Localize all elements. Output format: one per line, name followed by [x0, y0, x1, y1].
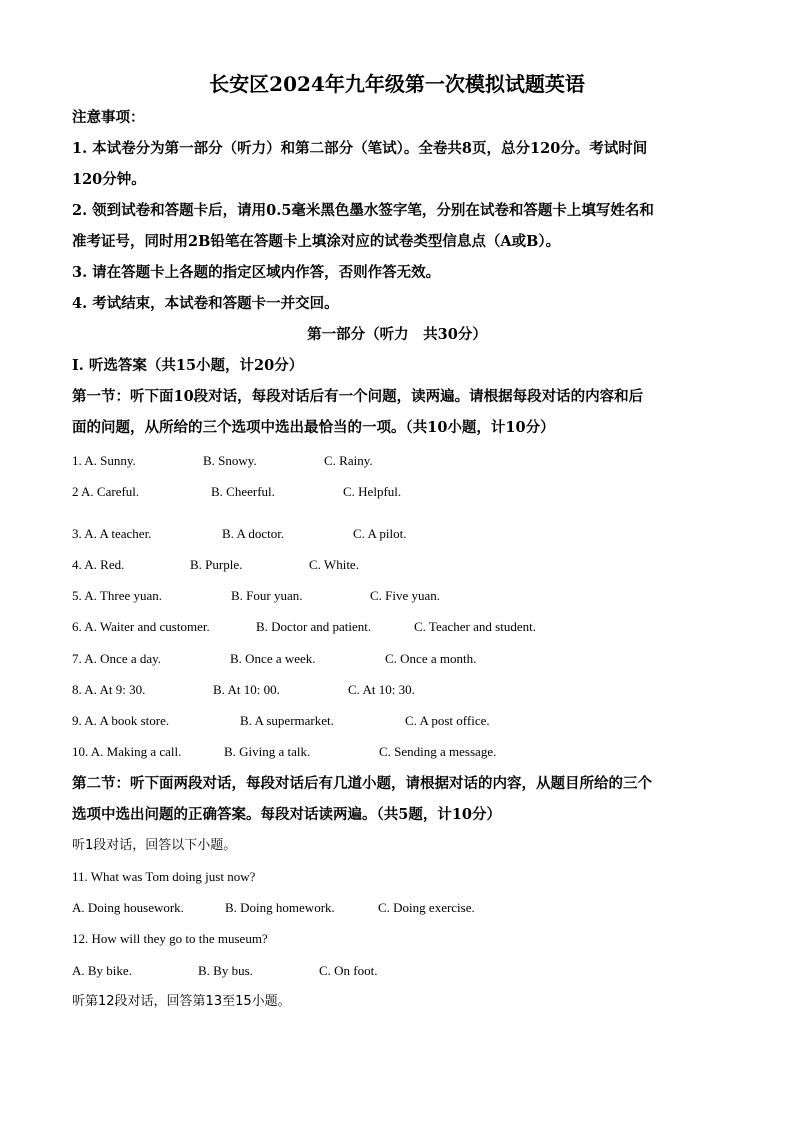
question-10-option-c: C. Sending a message.	[379, 744, 497, 759]
question-7-option-a: 7. A. Once a day.	[72, 651, 162, 666]
question-6-option-b: B. Doctor and patient.	[256, 619, 372, 634]
question-11-stem: 11. What was Tom doing just now?	[72, 869, 256, 884]
question-6-option-c: C. Teacher and student.	[414, 619, 536, 634]
question-7-option-c: C. Once a month.	[385, 651, 477, 666]
question-10-option-a: 10. A. Making a call.	[72, 744, 182, 759]
question-3-option-b: B. A doctor.	[222, 526, 285, 541]
question-4-option-a: 4. A. Red.	[72, 557, 125, 572]
notes-heading: 注意事项：	[72, 109, 145, 126]
note-1-line-1: 1. 本试卷分为第一部分（听力）和第二部分（笔试）。全卷共8页，总分120分。考试时间	[72, 140, 648, 157]
question-5-option-a: 5. A. Three yuan.	[72, 588, 163, 603]
question-2-option-c: C. Helpful.	[343, 484, 402, 499]
question-5-option-c: C. Five yuan.	[370, 588, 441, 603]
question-7-option-b: B. Once a week.	[230, 651, 316, 666]
question-9-option-a: 9. A. A book store.	[72, 713, 170, 728]
note-1-line-2: 120分钟。	[72, 171, 146, 188]
dialog-2-intro: 听第12段对话，回答第13至15小题。	[72, 994, 291, 1009]
section2-instructions-line-1: 第二节：听下面两段对话，每段对话后有几道小题，请根据对话的内容，从题目所给的三个	[72, 775, 652, 792]
dialog-1-intro: 听1段对话，回答以下小题。	[72, 838, 237, 853]
question-12-stem: 12. How will they go to the museum?	[72, 931, 268, 946]
question-4-option-c: C. White.	[309, 557, 359, 572]
section2-instructions-line-2: 选项中选出问题的正确答案。每段对话读两遍。（共5题，计10分）	[72, 806, 502, 823]
exam-title: 长安区2024年九年级第一次模拟试题英语	[209, 72, 585, 96]
question-10-option-b: B. Giving a talk.	[224, 744, 311, 759]
question-12-option-c: C. On foot.	[319, 963, 378, 978]
question-2-option-b: B. Cheerful.	[211, 484, 275, 499]
question-12-option-a: A. By bike.	[72, 963, 132, 978]
question-5-option-b: B. Four yuan.	[231, 588, 303, 603]
question-1-option-b: B. Snowy.	[203, 453, 257, 468]
note-2-line-2: 准考证号，同时用2B铅笔在答题卡上填涂对应的试卷类型信息点（A或B）。	[72, 233, 561, 250]
note-2-line-1: 2. 领到试卷和答题卡后，请用0.5毫米黑色墨水签字笔，分别在试卷和答题卡上填写姓名和	[72, 202, 654, 219]
question-1-option-c: C. Rainy.	[324, 453, 373, 468]
note-3: 3. 请在答题卡上各题的指定区域内作答，否则作答无效。	[72, 264, 441, 281]
section1-instructions-line-1: 第一节：听下面10段对话，每段对话后有一个问题，读两遍。请根据每段对话的内容和后	[72, 388, 644, 405]
section1-instructions-line-2: 面的问题，从所给的三个选项中选出最恰当的一项。（共10小题，计10分）	[72, 419, 555, 436]
question-8-option-b: B. At 10: 00.	[213, 682, 280, 697]
question-4-option-b: B. Purple.	[190, 557, 243, 572]
question-8-option-a: 8. A. At 9: 30.	[72, 682, 146, 697]
question-11-option-b: B. Doing homework.	[225, 900, 335, 915]
question-8-option-c: C. At 10: 30.	[348, 682, 415, 697]
question-3-option-c: C. A pilot.	[353, 526, 407, 541]
question-6-option-a: 6. A. Waiter and customer.	[72, 619, 210, 634]
question-11-option-a: A. Doing housework.	[72, 900, 184, 915]
question-11-option-c: C. Doing exercise.	[378, 900, 475, 915]
part1-heading: 第一部分（听力 共30分）	[307, 326, 487, 343]
question-9-option-b: B. A supermarket.	[240, 713, 334, 728]
question-1-option-a: 1. A. Sunny.	[72, 453, 136, 468]
question-12-option-b: B. By bus.	[198, 963, 253, 978]
section-title: I. 听选答案（共15小题，计20分）	[72, 357, 304, 374]
question-2-option-a: 2 A. Careful.	[72, 484, 140, 499]
note-4: 4. 考试结束，本试卷和答题卡一并交回。	[72, 295, 339, 312]
question-3-option-a: 3. A. A teacher.	[72, 526, 152, 541]
question-9-option-c: C. A post office.	[405, 713, 490, 728]
